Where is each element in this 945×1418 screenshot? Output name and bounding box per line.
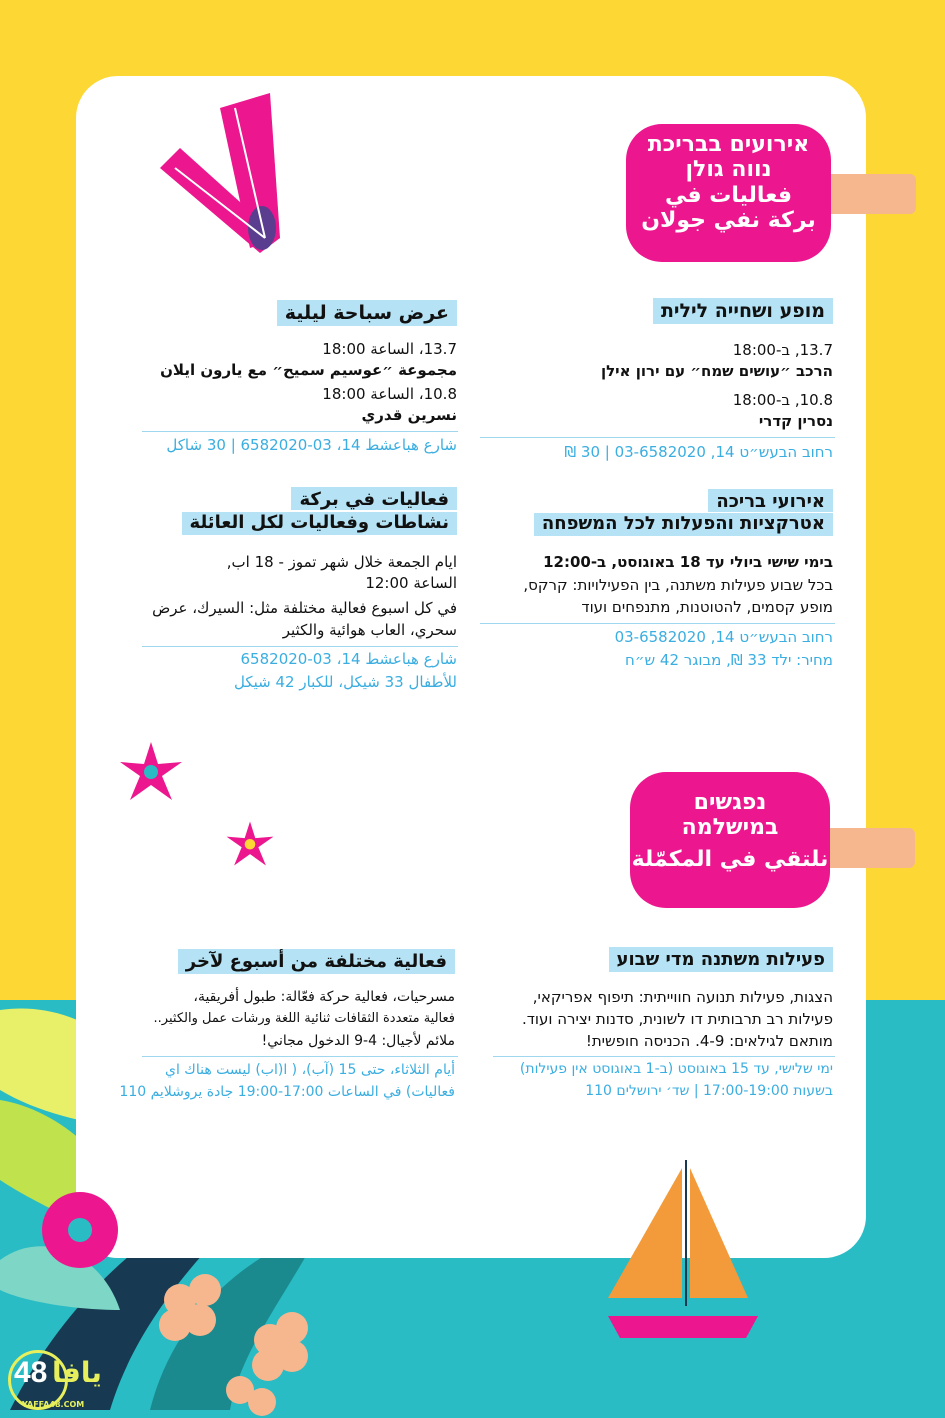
night-show-he-act1: הרכב ״עושים שמח״ עם ירון אילן xyxy=(600,362,833,380)
night-show-ar-date1: 13.7، الساعة 18:00 xyxy=(322,340,457,358)
flower-icon xyxy=(225,820,275,870)
sailboat-icon xyxy=(598,1158,768,1358)
divider xyxy=(480,437,835,438)
night-show-ar-info: شارع هباعشط 14، 03-6582020 | 30 شاكل xyxy=(166,436,457,454)
night-show-ar-date2: 10.8، الساعة 18:00 xyxy=(322,385,457,403)
night-show-he-date2: 10.8, ב-18:00 xyxy=(732,391,833,409)
weekly-he-info1: ימי שלישי, עד 15 באוגוסט (ב-1 באוגוסט אין פעילות) xyxy=(519,1061,833,1077)
logo-arabic: يافا xyxy=(52,1356,102,1389)
pool-events-he-info2: מחיר: ילד 33 ₪, מבוגר 42 ש״ח xyxy=(625,651,833,669)
popsicle-line: بركة نفي جولان xyxy=(641,207,816,233)
divider xyxy=(480,623,835,624)
weekly-he-desc3: מותאם לגילאים: 4-9. הכניסה חופשית! xyxy=(585,1032,833,1050)
popsicle-line: במישלמה xyxy=(681,815,779,841)
night-show-ar-act2: نسرين قدري xyxy=(361,406,457,424)
divider xyxy=(142,646,458,647)
flippers-icon xyxy=(140,88,300,258)
pool-events-ar-when1: ايام الجمعة خلال شهر تموز - 18 اب, xyxy=(226,553,457,571)
popsicle-line: נווה גולן xyxy=(685,157,772,183)
pool-events-ar-when2: الساعة 12:00 xyxy=(365,574,457,592)
divider xyxy=(142,431,458,432)
popsicle-title-top xyxy=(626,124,926,264)
pool-events-ar-title1: فعاليات في بركة xyxy=(291,487,457,510)
weekly-ar-desc1: مسرحيات، فعالية حركة فعّالة: طبول أفريقية، xyxy=(193,989,455,1005)
night-show-ar-act1: مجموعة ״عوسيم سميح״ مع يارون ايلان xyxy=(160,361,457,379)
flower-icon xyxy=(118,740,184,806)
pool-events-ar-desc2: سحري، العاب هوائية والكثير xyxy=(282,621,457,639)
weekly-he-desc2: פעילות רב תרבותית דו לשונית, סדנות יצירה ועוד. xyxy=(521,1010,833,1028)
weekly-he-title: פעילות משתנה מדי שבוע xyxy=(609,947,834,972)
popsicle-line: فعاليات في xyxy=(664,182,792,208)
weekly-ar-title: فعالية مختلفة من أسبوع لآخر xyxy=(178,949,455,974)
popsicle-title-bottom xyxy=(630,772,920,912)
weekly-he-desc1: הצגות, פעילות תנועה חווייתית: תיפוף אפריקאי, xyxy=(532,988,833,1006)
pool-events-he-when: בימי שישי ביולי עד 18 באוגוסט, ב-12:00 xyxy=(543,553,833,571)
night-show-he-title: מופע ושחייה לילית xyxy=(653,298,833,324)
night-show-he-date1: 13.7, ב-18:00 xyxy=(732,341,833,359)
logo-site: YAFFA48.COM xyxy=(22,1400,85,1409)
popsicle-line: אירועים בבריכת xyxy=(647,132,810,157)
site-logo xyxy=(8,1350,100,1410)
weekly-ar-desc2: فعالية متعددة الثقافات ثنائية اللغة ورشات عمل والكثير.. xyxy=(153,1011,455,1026)
night-show-he-act2: נסרין קדרי xyxy=(758,412,833,430)
popsicle-line: نلتقي في المكمّلة xyxy=(631,846,829,872)
pool-events-ar-desc1: في كل اسبوع فعالية مختلفة مثل: السيرك، عرض xyxy=(152,599,457,617)
pool-events-ar-title2: نشاطات وفعاليات لكل العائلة xyxy=(182,512,457,535)
weekly-ar-info1: أيام الثلاثاء، حتى 15 (آب)، ( ا(اب) ليست هناك اي xyxy=(165,1062,455,1078)
popsicle-line: נפגשים xyxy=(693,790,767,815)
night-show-he-info: רחוב הבעש״ט 14, 03-6582020 | 30 ₪ xyxy=(564,443,833,461)
weekly-ar-desc3: ملائم لأجيال: 4-9 الدخول مجاني! xyxy=(261,1033,455,1049)
pool-events-he-info1: רחוב הבעש״ט 14, 03-6582020 xyxy=(614,628,833,646)
pool-events-he-desc2: מופע קסמים, להטוטנות, מתנפחים ועוד xyxy=(581,598,833,616)
pool-events-he-title1: אירועי בריכה xyxy=(708,489,833,512)
pool-events-he-desc1: בכל שבוע פעילות משתנה, בין הפעילויות: קרקס, xyxy=(523,576,833,594)
weekly-ar-info2: فعاليات) في الساعات 17:00-19:00 جادة يروشلايم 110 xyxy=(119,1084,455,1100)
divider xyxy=(142,1056,458,1057)
logo-number: 48 xyxy=(14,1356,48,1389)
pool-events-ar-info2: للأطفال 33 شيكل، للكبار 42 شيكل xyxy=(233,673,457,691)
pool-events-he-title2: אטרקציות והפעלות לכל המשפחה xyxy=(534,513,833,536)
divider xyxy=(493,1056,835,1057)
weekly-he-info2: בשעות 17:00-19:00 | שד׳ ירושלים 110 xyxy=(585,1083,833,1099)
pool-events-ar-info1: شارع هباعشط 14، 03-6582020 xyxy=(240,650,457,668)
night-show-ar-title: عرض سباحة ليلية xyxy=(277,300,457,326)
